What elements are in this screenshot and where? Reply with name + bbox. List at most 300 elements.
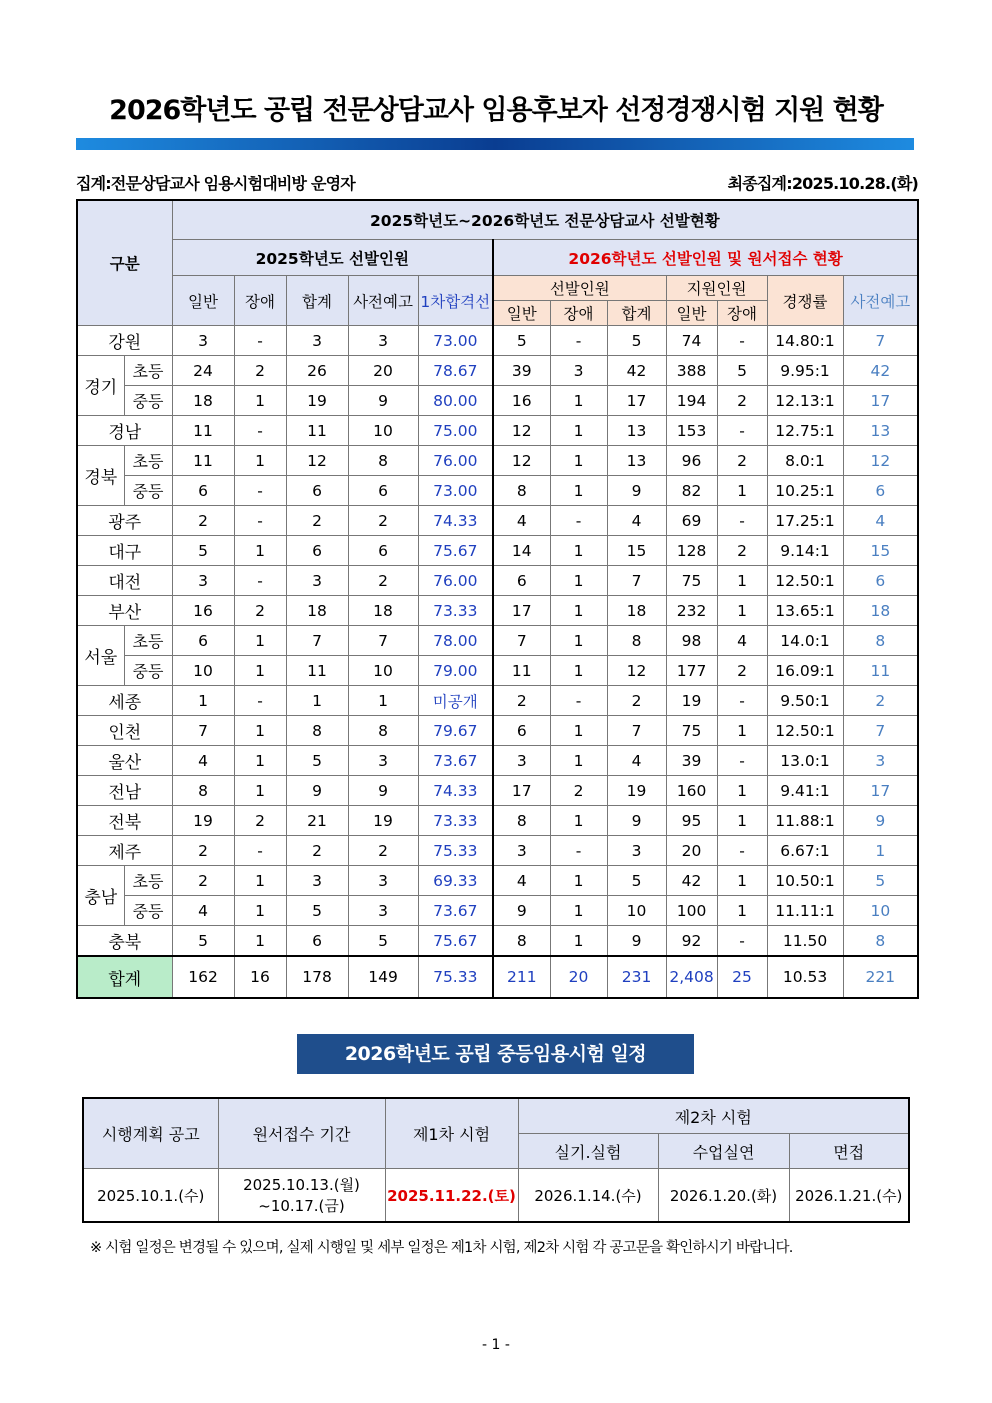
cell-app-disabled: 2 (717, 446, 767, 476)
table-row (77, 416, 918, 446)
cell-app-general: 39 (666, 746, 717, 776)
cell-2025-cutline: 78.67 (418, 356, 493, 386)
cell-2025-cutline: 73.67 (418, 896, 493, 926)
cell-app-general: 95 (666, 806, 717, 836)
cell-sel-sum: 8 (607, 626, 666, 656)
cell-2025-cutline: 73.67 (418, 746, 493, 776)
cell-app-disabled: 5 (717, 356, 767, 386)
cell-sel-general: 5 (493, 326, 550, 356)
cell-2025-general: 5 (172, 926, 234, 957)
cell-2025-disabled: 1 (234, 656, 286, 686)
table-row (77, 686, 918, 716)
cell-2026-prenotice: 8 (843, 626, 918, 656)
cell-2025-disabled: 2 (234, 596, 286, 626)
cell-2026-prenotice: 18 (843, 596, 918, 626)
cell-2025-disabled: 1 (234, 386, 286, 416)
cell-sel-sum: 5 (607, 326, 666, 356)
cell-sel-general: 12 (493, 446, 550, 476)
cell-competition: 11.50 (767, 926, 843, 957)
application-status-table (76, 199, 919, 999)
cell-app-disabled: 1 (717, 596, 767, 626)
cell-2025-disabled: 1 (234, 446, 286, 476)
cell-2026-prenotice: 15 (843, 536, 918, 566)
cell-app-general: 100 (666, 896, 717, 926)
cell-sel-sum: 10 (607, 896, 666, 926)
table-row (77, 596, 918, 626)
apply-end: ~10.17.(금) (258, 1197, 345, 1215)
cell-sel-sum: 9 (607, 476, 666, 506)
cell-2025-prenotice: 8 (348, 446, 418, 476)
header-interview: 면접 (789, 1134, 909, 1169)
header-top: 2025학년도~2026학년도 전문상담교사 선발현황 (172, 200, 918, 240)
cell-2025-general: 2 (172, 506, 234, 536)
cell-sel-general: 7 (493, 626, 550, 656)
cell-2025-general: 6 (172, 626, 234, 656)
cell-app-disabled: 2 (717, 386, 767, 416)
cell-2025-general: 3 (172, 566, 234, 596)
cell-sel-disabled: 1 (550, 596, 607, 626)
cell-competition: 9.50:1 (767, 686, 843, 716)
cell-2026-prenotice: 17 (843, 776, 918, 806)
cell-sel-disabled: 2 (550, 776, 607, 806)
school-level-cell: 초등 (124, 866, 172, 896)
cell-2025-general: 19 (172, 806, 234, 836)
cell-competition: 10.25:1 (767, 476, 843, 506)
cell-2025-sum: 26 (286, 356, 348, 386)
cell-2025-disabled: - (234, 686, 286, 716)
cell-app-general: 194 (666, 386, 717, 416)
cell-2025-general: 1 (172, 686, 234, 716)
region-cell: 서울 (77, 626, 124, 686)
region-cell: 경북 (77, 446, 124, 506)
cell-2025-prenotice: 8 (348, 716, 418, 746)
cell-2025-general: 10 (172, 656, 234, 686)
cell-2026-prenotice: 9 (843, 806, 918, 836)
cell-2026-prenotice: 6 (843, 476, 918, 506)
cell-competition: 9.14:1 (767, 536, 843, 566)
region-cell: 인천 (77, 716, 172, 746)
cell-app-disabled: 1 (717, 476, 767, 506)
cell-sel-general: 16 (493, 386, 550, 416)
cell-app-disabled: - (717, 836, 767, 866)
cell-sel-disabled: 1 (550, 896, 607, 926)
table-row (77, 776, 918, 806)
cell-2025-prenotice: 3 (348, 746, 418, 776)
cell-2025-cutline: 73.33 (418, 806, 493, 836)
cell-2025-sum: 18 (286, 596, 348, 626)
cell-sel-disabled: 1 (550, 806, 607, 836)
cell-2025-cutline: 75.67 (418, 926, 493, 957)
cell-2025-cutline: 73.33 (418, 596, 493, 626)
cell-2025-prenotice: 18 (348, 596, 418, 626)
region-cell: 제주 (77, 836, 172, 866)
cell-2025-general: 7 (172, 716, 234, 746)
cell-2026-prenotice: 13 (843, 416, 918, 446)
cell-app-general: 20 (666, 836, 717, 866)
cell-2025-sum: 3 (286, 866, 348, 896)
cell-sel-general: 6 (493, 566, 550, 596)
cell-app-general: 82 (666, 476, 717, 506)
cell-sel-disabled: 1 (550, 416, 607, 446)
region-cell: 대구 (77, 536, 172, 566)
region-cell: 경남 (77, 416, 172, 446)
table-row (77, 836, 918, 866)
table-row (77, 566, 918, 596)
cell-2026-prenotice: 42 (843, 356, 918, 386)
cell-app-general: 75 (666, 716, 717, 746)
table-row (77, 476, 918, 506)
table-row (77, 716, 918, 746)
total-sel-disabled: 20 (550, 956, 607, 998)
cell-2025-sum: 3 (286, 566, 348, 596)
cell-app-disabled: 2 (717, 536, 767, 566)
cell-competition: 9.95:1 (767, 356, 843, 386)
table-row (77, 926, 918, 957)
cell-2025-cutline: 75.33 (418, 836, 493, 866)
cell-sel-sum: 12 (607, 656, 666, 686)
cell-sel-sum: 19 (607, 776, 666, 806)
cell-2025-sum: 19 (286, 386, 348, 416)
cell-2025-cutline: 73.00 (418, 326, 493, 356)
header-sel-disabled: 장애 (550, 301, 607, 326)
header-gubun: 구분 (77, 200, 172, 326)
cell-sel-disabled: - (550, 836, 607, 866)
cell-app-general: 42 (666, 866, 717, 896)
cell-app-disabled: - (717, 506, 767, 536)
cell-2025-disabled: - (234, 416, 286, 446)
cell-2026-prenotice: 4 (843, 506, 918, 536)
table-row (77, 896, 918, 926)
cell-2025-cutline: 75.67 (418, 536, 493, 566)
cell-2025-sum: 21 (286, 806, 348, 836)
school-level-cell: 중등 (124, 896, 172, 926)
cell-2025-disabled: - (234, 836, 286, 866)
cell-sel-disabled: 1 (550, 656, 607, 686)
cell-2025-general: 18 (172, 386, 234, 416)
cell-2025-general: 24 (172, 356, 234, 386)
cell-2025-prenotice: 6 (348, 536, 418, 566)
cell-sel-general: 3 (493, 746, 550, 776)
cell-sel-sum: 3 (607, 836, 666, 866)
cell-app-disabled: - (717, 416, 767, 446)
cell-app-disabled: 4 (717, 626, 767, 656)
cell-2025-prenotice: 3 (348, 866, 418, 896)
cell-2025-sum: 6 (286, 536, 348, 566)
school-level-cell: 초등 (124, 356, 172, 386)
cell-2025-disabled: - (234, 566, 286, 596)
table-row (77, 656, 918, 686)
region-cell: 울산 (77, 746, 172, 776)
cell-sel-general: 6 (493, 716, 550, 746)
cell-2025-general: 11 (172, 446, 234, 476)
cell-2025-cutline: 79.67 (418, 716, 493, 746)
header-2026-prenotice: 사전예고 (843, 276, 918, 326)
cell-competition: 13.65:1 (767, 596, 843, 626)
cell-sel-general: 39 (493, 356, 550, 386)
region-cell: 경기 (77, 356, 124, 416)
cell-sel-disabled: 1 (550, 746, 607, 776)
apply-start: 2025.10.13.(월) (243, 1176, 360, 1194)
cell-2026-prenotice: 17 (843, 386, 918, 416)
cell-2025-sum: 12 (286, 446, 348, 476)
cell-sel-sum: 13 (607, 446, 666, 476)
cell-competition: 12.13:1 (767, 386, 843, 416)
schedule-note: ※ 시험 일정은 변경될 수 있으며, 실제 시행일 및 세부 일정은 제1차 시험, 제2차 시험 각 공고문을 확인하시기 바랍니다. (90, 1240, 793, 1256)
cell-2025-general: 3 (172, 326, 234, 356)
total-2025-sum: 178 (286, 956, 348, 998)
cell-sel-general: 3 (493, 836, 550, 866)
cell-2025-general: 6 (172, 476, 234, 506)
header-competition: 경쟁률 (767, 276, 843, 326)
cell-app-general: 128 (666, 536, 717, 566)
cell-sel-general: 4 (493, 866, 550, 896)
cell-2026-prenotice: 12 (843, 446, 918, 476)
cell-2025-cutline: 미공개 (418, 686, 493, 716)
cell-sel-sum: 9 (607, 926, 666, 957)
cell-competition: 8.0:1 (767, 446, 843, 476)
cell-competition: 12.50:1 (767, 716, 843, 746)
header-second-exam: 제2차 시험 (518, 1098, 909, 1134)
cell-2025-disabled: 1 (234, 866, 286, 896)
demo-date: 2026.1.20.(화) (658, 1169, 789, 1223)
cell-competition: 13.0:1 (767, 746, 843, 776)
cell-2025-sum: 6 (286, 926, 348, 957)
cell-2025-sum: 8 (286, 716, 348, 746)
cell-2025-general: 4 (172, 746, 234, 776)
header-app-general: 일반 (666, 301, 717, 326)
cell-2025-disabled: 1 (234, 626, 286, 656)
practical-date: 2026.1.14.(수) (518, 1169, 658, 1223)
header-sel-general: 일반 (493, 301, 550, 326)
schedule-title: 2026학년도 공립 중등임용시험 일정 (297, 1034, 694, 1074)
interview-date: 2026.1.21.(수) (789, 1169, 909, 1223)
cell-app-disabled: 1 (717, 566, 767, 596)
cell-app-general: 19 (666, 686, 717, 716)
header-applicant-group: 지원인원 (666, 276, 767, 301)
cell-2025-cutline: 80.00 (418, 386, 493, 416)
cell-app-general: 153 (666, 416, 717, 446)
header-2025-cutline: 1차합격선 (418, 276, 493, 326)
cell-2025-prenotice: 2 (348, 506, 418, 536)
header-demo: 수업실연 (658, 1134, 789, 1169)
cell-2025-disabled: 1 (234, 716, 286, 746)
cell-2025-cutline: 75.00 (418, 416, 493, 446)
total-competition: 10.53 (767, 956, 843, 998)
cell-app-general: 75 (666, 566, 717, 596)
cell-2025-disabled: 1 (234, 926, 286, 957)
cell-competition: 14.80:1 (767, 326, 843, 356)
cell-sel-disabled: 1 (550, 716, 607, 746)
last-updated-label: 최종집계:2025.10.28.(화) (727, 174, 918, 193)
header-2025-sum: 합계 (286, 276, 348, 326)
school-level-cell: 초등 (124, 446, 172, 476)
cell-app-disabled: - (717, 686, 767, 716)
cell-2025-sum: 9 (286, 776, 348, 806)
cell-sel-general: 9 (493, 896, 550, 926)
cell-sel-sum: 7 (607, 716, 666, 746)
table-row (77, 326, 918, 356)
cell-competition: 12.50:1 (767, 566, 843, 596)
cell-sel-disabled: 1 (550, 386, 607, 416)
title-underline-bar (76, 138, 914, 150)
total-app-disabled: 25 (717, 956, 767, 998)
cell-sel-sum: 2 (607, 686, 666, 716)
apply-period (218, 1169, 385, 1223)
school-level-cell: 중등 (124, 476, 172, 506)
cell-sel-sum: 13 (607, 416, 666, 446)
region-cell: 강원 (77, 326, 172, 356)
cell-2026-prenotice: 2 (843, 686, 918, 716)
cell-2025-general: 4 (172, 896, 234, 926)
header-2026-group: 2026학년도 선발인원 및 원서접수 현황 (493, 240, 918, 276)
cell-sel-sum: 4 (607, 746, 666, 776)
cell-2025-cutline: 79.00 (418, 656, 493, 686)
cell-sel-disabled: 1 (550, 446, 607, 476)
cell-sel-general: 17 (493, 596, 550, 626)
cell-sel-sum: 17 (607, 386, 666, 416)
total-row (77, 956, 918, 998)
cell-sel-general: 17 (493, 776, 550, 806)
cell-app-disabled: - (717, 926, 767, 957)
cell-app-general: 98 (666, 626, 717, 656)
cell-app-disabled: - (717, 326, 767, 356)
cell-sel-general: 12 (493, 416, 550, 446)
cell-2025-cutline: 76.00 (418, 566, 493, 596)
cell-2025-cutline: 76.00 (418, 446, 493, 476)
header-sel-sum: 합계 (607, 301, 666, 326)
cell-2026-prenotice: 1 (843, 836, 918, 866)
cell-sel-disabled: - (550, 686, 607, 716)
total-app-general: 2,408 (666, 956, 717, 998)
cell-2025-prenotice: 5 (348, 926, 418, 957)
header-2025-group: 2025학년도 선발인원 (172, 240, 493, 276)
table-row (77, 866, 918, 896)
cell-2025-prenotice: 2 (348, 566, 418, 596)
cell-sel-disabled: - (550, 506, 607, 536)
cell-app-disabled: 1 (717, 806, 767, 836)
cell-2025-general: 11 (172, 416, 234, 446)
cell-2025-prenotice: 9 (348, 386, 418, 416)
cell-2025-sum: 5 (286, 746, 348, 776)
cell-2025-disabled: - (234, 506, 286, 536)
cell-app-disabled: - (717, 746, 767, 776)
cell-competition: 11.11:1 (767, 896, 843, 926)
schedule-table (82, 1097, 910, 1223)
cell-2025-general: 2 (172, 836, 234, 866)
first-exam-date: 2025.11.22.(토) (385, 1169, 518, 1223)
cell-app-general: 232 (666, 596, 717, 626)
header-practical: 실기.실험 (518, 1134, 658, 1169)
cell-competition: 17.25:1 (767, 506, 843, 536)
cell-2025-prenotice: 19 (348, 806, 418, 836)
table-row (77, 356, 918, 386)
cell-2025-sum: 1 (286, 686, 348, 716)
cell-competition: 6.67:1 (767, 836, 843, 866)
table-row (77, 446, 918, 476)
region-cell: 대전 (77, 566, 172, 596)
region-cell: 세종 (77, 686, 172, 716)
cell-sel-sum: 5 (607, 866, 666, 896)
cell-2025-prenotice: 6 (348, 476, 418, 506)
region-cell: 충북 (77, 926, 172, 957)
cell-sel-sum: 7 (607, 566, 666, 596)
cell-2026-prenotice: 8 (843, 926, 918, 957)
cell-sel-sum: 42 (607, 356, 666, 386)
cell-sel-sum: 15 (607, 536, 666, 566)
plan-date: 2025.10.1.(수) (83, 1169, 218, 1223)
cell-2025-sum: 5 (286, 896, 348, 926)
table-row (77, 626, 918, 656)
cell-sel-disabled: 1 (550, 566, 607, 596)
region-cell: 전북 (77, 806, 172, 836)
table-row (77, 506, 918, 536)
cell-2025-disabled: 1 (234, 776, 286, 806)
region-cell: 광주 (77, 506, 172, 536)
cell-2025-disabled: 1 (234, 896, 286, 926)
cell-2026-prenotice: 10 (843, 896, 918, 926)
cell-2025-disabled: 1 (234, 536, 286, 566)
cell-2025-general: 8 (172, 776, 234, 806)
cell-sel-sum: 4 (607, 506, 666, 536)
cell-app-disabled: 1 (717, 776, 767, 806)
cell-sel-disabled: 3 (550, 356, 607, 386)
cell-sel-general: 8 (493, 806, 550, 836)
cell-2025-cutline: 74.33 (418, 776, 493, 806)
cell-sel-general: 8 (493, 476, 550, 506)
cell-app-general: 92 (666, 926, 717, 957)
cell-competition: 9.41:1 (767, 776, 843, 806)
cell-sel-sum: 9 (607, 806, 666, 836)
cell-2026-prenotice: 5 (843, 866, 918, 896)
header-2025-prenotice: 사전예고 (348, 276, 418, 326)
header-apply: 원서접수 기간 (218, 1098, 385, 1169)
cell-competition: 16.09:1 (767, 656, 843, 686)
cell-2025-prenotice: 20 (348, 356, 418, 386)
cell-2026-prenotice: 7 (843, 716, 918, 746)
cell-2025-prenotice: 7 (348, 626, 418, 656)
cell-2025-general: 5 (172, 536, 234, 566)
cell-2025-sum: 7 (286, 626, 348, 656)
total-2025-general: 162 (172, 956, 234, 998)
cell-2025-prenotice: 3 (348, 326, 418, 356)
cell-sel-disabled: - (550, 326, 607, 356)
cell-sel-disabled: 1 (550, 536, 607, 566)
region-cell: 전남 (77, 776, 172, 806)
cell-2025-disabled: 2 (234, 356, 286, 386)
cell-2025-general: 16 (172, 596, 234, 626)
total-sel-sum: 231 (607, 956, 666, 998)
cell-app-disabled: 2 (717, 656, 767, 686)
cell-2025-sum: 3 (286, 326, 348, 356)
school-level-cell: 중등 (124, 656, 172, 686)
region-cell: 충남 (77, 866, 124, 926)
cell-2025-sum: 2 (286, 836, 348, 866)
cell-2025-disabled: 2 (234, 806, 286, 836)
cell-app-general: 160 (666, 776, 717, 806)
cell-2025-disabled: 1 (234, 746, 286, 776)
cell-2025-disabled: - (234, 326, 286, 356)
school-level-cell: 초등 (124, 626, 172, 656)
school-level-cell: 중등 (124, 386, 172, 416)
cell-2025-cutline: 74.33 (418, 506, 493, 536)
cell-2025-prenotice: 3 (348, 896, 418, 926)
page-number: - 1 - (482, 1337, 510, 1353)
cell-2025-sum: 6 (286, 476, 348, 506)
document-title: 2026학년도 공립 전문상담교사 임용후보자 선정경쟁시험 지원 현황 (109, 95, 883, 126)
aggregator-label: 집계:전문상담교사 임용시험대비방 운영자 (76, 174, 355, 193)
total-2025-prenotice: 149 (348, 956, 418, 998)
cell-2025-prenotice: 2 (348, 836, 418, 866)
